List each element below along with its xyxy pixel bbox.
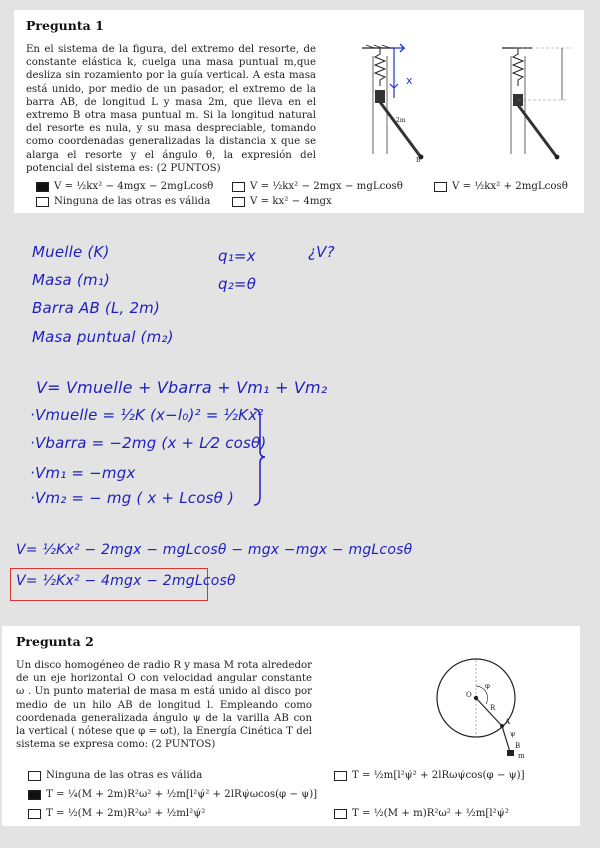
checkbox[interactable] xyxy=(434,182,447,192)
question-title: Pregunta 1 xyxy=(26,18,104,33)
label-a: A xyxy=(505,718,511,726)
note-q1: q₁=x xyxy=(218,247,256,265)
answer-option[interactable]: T = ½(M + 2m)R²ω² + ½ml²ψ̇² xyxy=(28,808,205,819)
note-spring: Muelle (K) xyxy=(32,243,110,261)
note-v-result: V= ½Kx² − 4mgx − 2mgLcosθ xyxy=(16,573,236,589)
checkbox[interactable] xyxy=(36,197,49,207)
label-b: B xyxy=(515,742,521,750)
question-text: Un disco homogéneo de radio R y masa M rota alrededor de un eje horizontal O con velocidad angular constante ω . Un punto material de masa m está unido al disco por medio de un hilo AB de longitud l. Empleando como coordenada generalizada ángulo ψ de la varilla AB con la vertical ( nótese que φ = ωt), la Energía Cinética T del sistema se expresa como: (2 PUNTOS) xyxy=(16,660,312,751)
note-v-expanded: V= ½Kx² − 2mgx − mgLcosθ − mgx −mgx − mgLcosθ xyxy=(16,542,413,558)
answer-option[interactable]: V = ½kx² − 4mgx − 2mgLcosθ xyxy=(36,181,213,192)
answer-option[interactable]: Ninguna de las otras es válida xyxy=(36,196,210,207)
checkbox[interactable] xyxy=(232,182,245,192)
checkbox-checked[interactable] xyxy=(36,182,49,192)
answer-option[interactable]: V = ½kx² − 2mgx − mgLcosθ xyxy=(232,181,403,192)
note-v-sum: V= Vmuelle + Vbarra + Vm₁ + Vm₂ xyxy=(36,378,328,397)
brace-mark xyxy=(252,407,266,507)
answer-option[interactable]: T = ½(M + m)R²ω² + ½m[l²ψ̇² xyxy=(334,808,509,819)
checkbox[interactable] xyxy=(28,771,41,781)
checkbox[interactable] xyxy=(232,197,245,207)
checkbox[interactable] xyxy=(334,771,347,781)
note-q2: q₂=θ xyxy=(218,275,257,293)
note-point-mass: Masa puntual (m₂) xyxy=(32,328,174,346)
note-v-spring: ·Vmuelle = ½K (x−l₀)² = ½Kx² xyxy=(30,406,264,424)
label-phi: φ xyxy=(485,682,490,690)
label-r: R xyxy=(490,704,496,712)
spring-bar-figure-coords xyxy=(492,36,584,166)
disc-figure xyxy=(430,656,550,764)
note-bar: Barra AB (L, 2m) xyxy=(32,299,161,317)
note-question: ¿V? xyxy=(308,243,335,261)
x-label: x xyxy=(406,74,413,87)
label-o: O xyxy=(466,691,472,699)
question-1-card xyxy=(14,10,584,213)
answer-option[interactable]: V = kx² − 4mgx xyxy=(232,196,332,207)
question-text: En el sistema de la figura, del extremo del resorte, de constante elástica k, cuelga una masa puntual m,que desliza sin rozamiento por la guía vertical. A esta masa está unido, por medio de un pasador, el extremo de la barra AB, de longitud L y masa 2m, que lleva en el extremo B otra masa puntual m. Si la longitud natural del resorte es nula, y su masa despreciable, tomando como coordenadas generalizadas la distancia x que se alarga el resorte y el ángulo θ, la expresión del potencial del sistema es: (2 PUNTOS) xyxy=(26,44,316,174)
checkbox[interactable] xyxy=(334,809,347,819)
answer-option[interactable]: Ninguna de las otras es válida xyxy=(28,770,202,781)
checkbox[interactable] xyxy=(28,809,41,819)
answer-option[interactable]: V = ½kx² + 2mgLcosθ xyxy=(434,181,568,192)
note-mass: Masa (m₁) xyxy=(32,271,111,289)
note-v-m1: ·Vm₁ = −mgx xyxy=(30,464,136,482)
label-m: m xyxy=(518,752,525,760)
question-2-card xyxy=(2,626,580,826)
checkbox-checked[interactable] xyxy=(28,790,41,800)
answer-option[interactable]: T = ¼(M + 2m)R²ω² + ½m[l²ψ̇² + 2lRψ̇ωcos(φ − ψ)] xyxy=(28,789,317,800)
note-v-m2: ·Vm₂ = − mg ( x + Lcosθ ) xyxy=(30,489,234,507)
question-title: Pregunta 2 xyxy=(16,634,94,649)
point-b-label: B xyxy=(416,157,421,164)
note-v-bar: ·Vbarra = −2mg (x + L⁄2 cosθ) xyxy=(30,434,267,452)
mass-2m-label: 2m xyxy=(396,117,406,124)
answer-option[interactable]: T = ½m[l²ψ̇² + 2lRωψ̇cos(φ − ψ)] xyxy=(334,770,525,781)
label-psi: ψ xyxy=(510,730,516,738)
spring-bar-figure xyxy=(344,36,459,166)
